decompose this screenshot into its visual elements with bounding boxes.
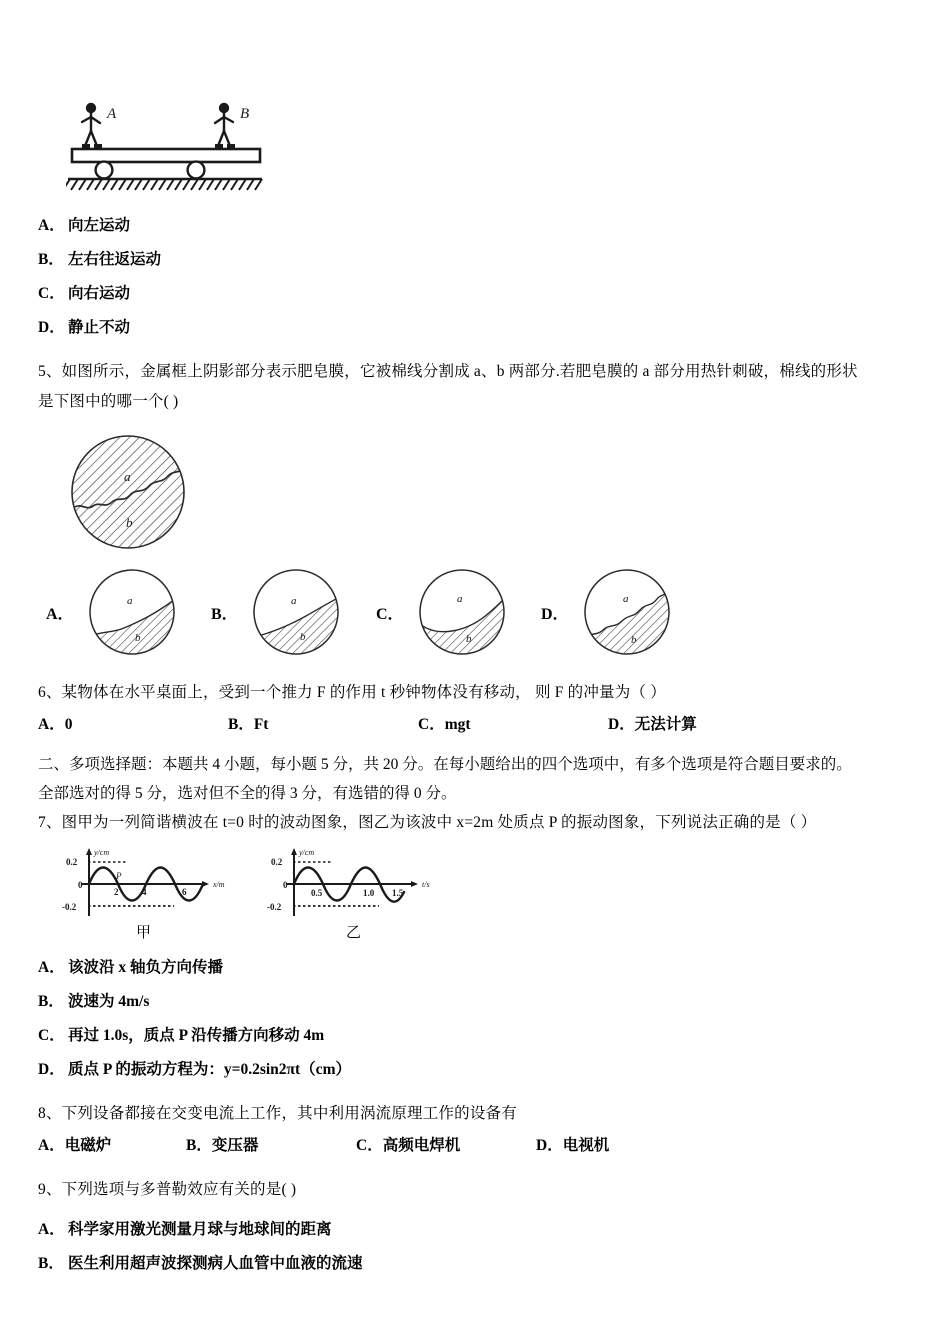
q5-choice-c-letter: C． <box>376 605 404 623</box>
yi-ylabel: y/cm <box>299 848 315 857</box>
page-content <box>38 95 918 1281</box>
q8-option-d-text: 电视机 <box>562 1137 610 1154</box>
jia-xtick-6: 6 <box>182 887 187 897</box>
q7-option-c-text: 再过 1.0s，质点 P 沿传播方向移动 4m <box>68 1027 325 1044</box>
q5-choice-circle-row <box>46 566 918 658</box>
question-6 <box>38 678 918 742</box>
jia-ytick-pos: 0.2 <box>66 857 78 867</box>
plank <box>72 149 260 162</box>
q8-option-b[interactable] <box>186 1129 356 1163</box>
wave-chart-yi-svg <box>261 844 446 922</box>
choice-c-label-a: a <box>456 593 463 605</box>
question-8 <box>38 1099 918 1163</box>
section-two-line1: 二、多项选择题：本题共 4 小题，每小题 5 分，共 20 分。在每小题给出的四个选项中，有多个选项是符合题目要求的。 <box>38 756 852 773</box>
section-two-line2: 全部选对的得 5 分，选对但不全的得 3 分，有选错的得 0 分。 <box>38 785 457 802</box>
q7-option-c[interactable] <box>38 1019 918 1053</box>
section-two-header <box>38 750 918 808</box>
q8-option-row <box>38 1129 918 1163</box>
q4-option-c-text: 向右运动 <box>68 285 131 302</box>
q7-option-d[interactable] <box>38 1053 918 1087</box>
jia-ytick-neg: -0.2 <box>62 902 77 912</box>
q9-option-list <box>38 1213 918 1281</box>
wave-chart-jia-svg <box>56 844 231 922</box>
soap-film-main-figure <box>66 431 918 558</box>
q5-choice-d[interactable] <box>541 566 706 658</box>
wave-chart-yi <box>261 844 446 941</box>
yi-xtick-15: 1.5 <box>392 888 404 898</box>
q5-choice-b-svg <box>244 566 349 658</box>
q8-option-a-letter: A． <box>38 1137 65 1154</box>
q7-option-d-text: 质点 P 的振动方程为：y=0.2sin2πt（cm） <box>68 1061 351 1078</box>
roller-left <box>96 162 113 179</box>
choice-c-label-b: b <box>465 633 472 645</box>
q6-option-b[interactable] <box>228 708 418 742</box>
q8-option-c-text: 高频电焊机 <box>382 1137 461 1154</box>
q6-option-b-letter: B． <box>228 716 254 733</box>
q4-option-a-text: 向左运动 <box>68 217 131 234</box>
choice-d-label-b: b <box>630 634 637 646</box>
yi-ytick-neg: -0.2 <box>267 902 282 912</box>
q5-choice-b-letter: B． <box>211 605 238 623</box>
jia-ytick-zero: 0 <box>78 880 83 890</box>
q5-choice-c[interactable] <box>376 566 541 658</box>
q6-option-row <box>38 708 918 742</box>
q5-choice-d-svg <box>575 566 680 658</box>
question-9 <box>38 1175 918 1281</box>
q7-option-d-letter: D． <box>38 1061 65 1078</box>
choice-b-label-a: a <box>290 595 297 607</box>
q6-option-d-text: 无法计算 <box>634 716 697 733</box>
person-a-label: A <box>107 106 117 122</box>
q5-stem-line2: 是下图中的哪一个( ) <box>38 393 179 410</box>
q7-option-c-letter: C． <box>38 1027 65 1044</box>
q8-option-d-letter: D． <box>536 1137 563 1154</box>
q8-option-a-text: 电磁炉 <box>64 1137 112 1154</box>
q7-option-b-text: 波速为 4m/s <box>68 993 150 1010</box>
q4-option-a-letter: A． <box>38 217 65 234</box>
yi-y-arrow <box>291 848 297 855</box>
q6-option-a-letter: A． <box>38 716 65 733</box>
q8-option-a[interactable] <box>38 1129 186 1163</box>
plank-on-rollers-figure <box>66 95 918 205</box>
soap-film-main-svg <box>66 431 196 553</box>
q8-option-c-letter: C． <box>356 1137 383 1154</box>
q7-stem: 7、图甲为一列简谐横波在 t=0 时的波动图象，图乙为该波中 x=2m 处质点 P 的振动图象，下列说法正确的是（ ） <box>38 814 817 831</box>
jia-point-p-label: P <box>116 871 122 881</box>
choice-a-label-a: a <box>126 595 133 607</box>
plank-figure-svg <box>66 95 291 200</box>
q8-option-b-letter: B． <box>186 1137 212 1154</box>
choice-d-label-a: a <box>622 593 629 605</box>
question-7 <box>38 808 918 1087</box>
q9-option-a-text: 科学家用激光测量月球与地球间的距离 <box>68 1221 332 1238</box>
roller-right <box>188 162 205 179</box>
q9-option-a[interactable] <box>38 1213 918 1247</box>
q6-option-c[interactable] <box>418 708 608 742</box>
q4-option-list <box>38 209 918 345</box>
jia-xtick-2: 2 <box>114 887 119 897</box>
q9-option-b-text: 医生利用超声波探测病人血管中血液的流速 <box>68 1255 363 1272</box>
q8-stem: 8、下列设备都接在交变电流上工作，其中利用涡流原理工作的设备有 <box>38 1105 517 1122</box>
q7-option-a[interactable] <box>38 951 918 985</box>
q8-option-b-text: 变压器 <box>211 1137 259 1154</box>
q6-option-b-text: Ft <box>253 716 269 733</box>
yi-ytick-zero: 0 <box>283 880 288 890</box>
region-b-label: b <box>126 515 133 530</box>
yi-x-arrow <box>411 881 418 887</box>
q9-stem: 9、下列选项与多普勒效应有关的是( ) <box>38 1181 297 1198</box>
q4-option-c-letter: C． <box>38 285 65 302</box>
q7-option-b-letter: B． <box>38 993 64 1010</box>
q4-option-c[interactable] <box>38 277 918 311</box>
q7-option-b[interactable] <box>38 985 918 1019</box>
yi-xtick-05: 0.5 <box>311 888 323 898</box>
q4-option-b-letter: B． <box>38 251 64 268</box>
q5-choice-b[interactable] <box>211 566 376 658</box>
q4-option-b-text: 左右往返运动 <box>68 251 162 268</box>
q8-option-d[interactable] <box>536 1129 609 1163</box>
ground-hatching <box>66 179 262 190</box>
q5-choice-a-svg <box>80 566 185 658</box>
jia-xtick-4: 4 <box>142 887 147 897</box>
question-5 <box>38 357 918 417</box>
q5-choice-c-svg <box>410 566 515 658</box>
q7-wave-figures <box>56 844 918 941</box>
q6-option-c-text: mgt <box>444 716 471 733</box>
choice-b-label-b: b <box>299 631 306 643</box>
q9-option-b-letter: B． <box>38 1255 64 1272</box>
q6-stem: 6、某物体在水平桌面上，受到一个推力 F 的作用 t 秒钟物体没有移动， 则 F 的冲量为（ ） <box>38 684 666 701</box>
q9-option-b[interactable] <box>38 1247 918 1281</box>
q6-option-d-letter: D． <box>608 716 635 733</box>
q5-stem-line1: 5、如图所示，金属框上阴影部分表示肥皂膜，它被棉线分割成 a、b 两部分.若肥皂膜的 a 部分用热针刺破，棉线的形状 <box>38 363 858 380</box>
q4-option-d[interactable] <box>38 311 918 345</box>
q6-option-c-letter: C． <box>418 716 445 733</box>
wave-chart-yi-caption: 乙 <box>345 925 361 941</box>
q4-option-d-text: 静止不动 <box>68 319 131 336</box>
q5-choice-a-letter: A． <box>46 605 74 623</box>
soap-film-circle <box>72 436 184 548</box>
q5-choice-a[interactable] <box>46 566 211 658</box>
yi-xlabel: t/s <box>422 880 430 889</box>
wave-chart-jia-caption: 甲 <box>135 925 151 941</box>
q8-option-c[interactable] <box>356 1129 536 1163</box>
wave-chart-jia <box>56 844 231 941</box>
yi-xtick-10: 1.0 <box>363 888 375 898</box>
jia-y-arrow <box>86 848 92 855</box>
q7-option-a-letter: A． <box>38 959 65 976</box>
person-b-label: B <box>240 106 250 122</box>
q7-option-list <box>38 951 918 1087</box>
choice-a-label-b: b <box>134 632 141 644</box>
jia-ylabel: y/cm <box>94 848 110 857</box>
q6-option-d[interactable] <box>608 708 697 742</box>
q4-option-a[interactable] <box>38 209 918 243</box>
q9-option-a-letter: A． <box>38 1221 65 1238</box>
q4-option-d-letter: D． <box>38 319 65 336</box>
yi-ytick-pos: 0.2 <box>271 857 283 867</box>
region-a-label: a <box>124 469 131 484</box>
q6-option-a[interactable] <box>38 708 228 742</box>
q4-option-b[interactable] <box>38 243 918 277</box>
q5-choice-d-letter: D． <box>541 605 569 623</box>
q6-option-a-text: 0 <box>64 716 73 733</box>
jia-xlabel: x/m <box>213 880 225 889</box>
q7-option-a-text: 该波沿 x 轴负方向传播 <box>68 959 224 976</box>
